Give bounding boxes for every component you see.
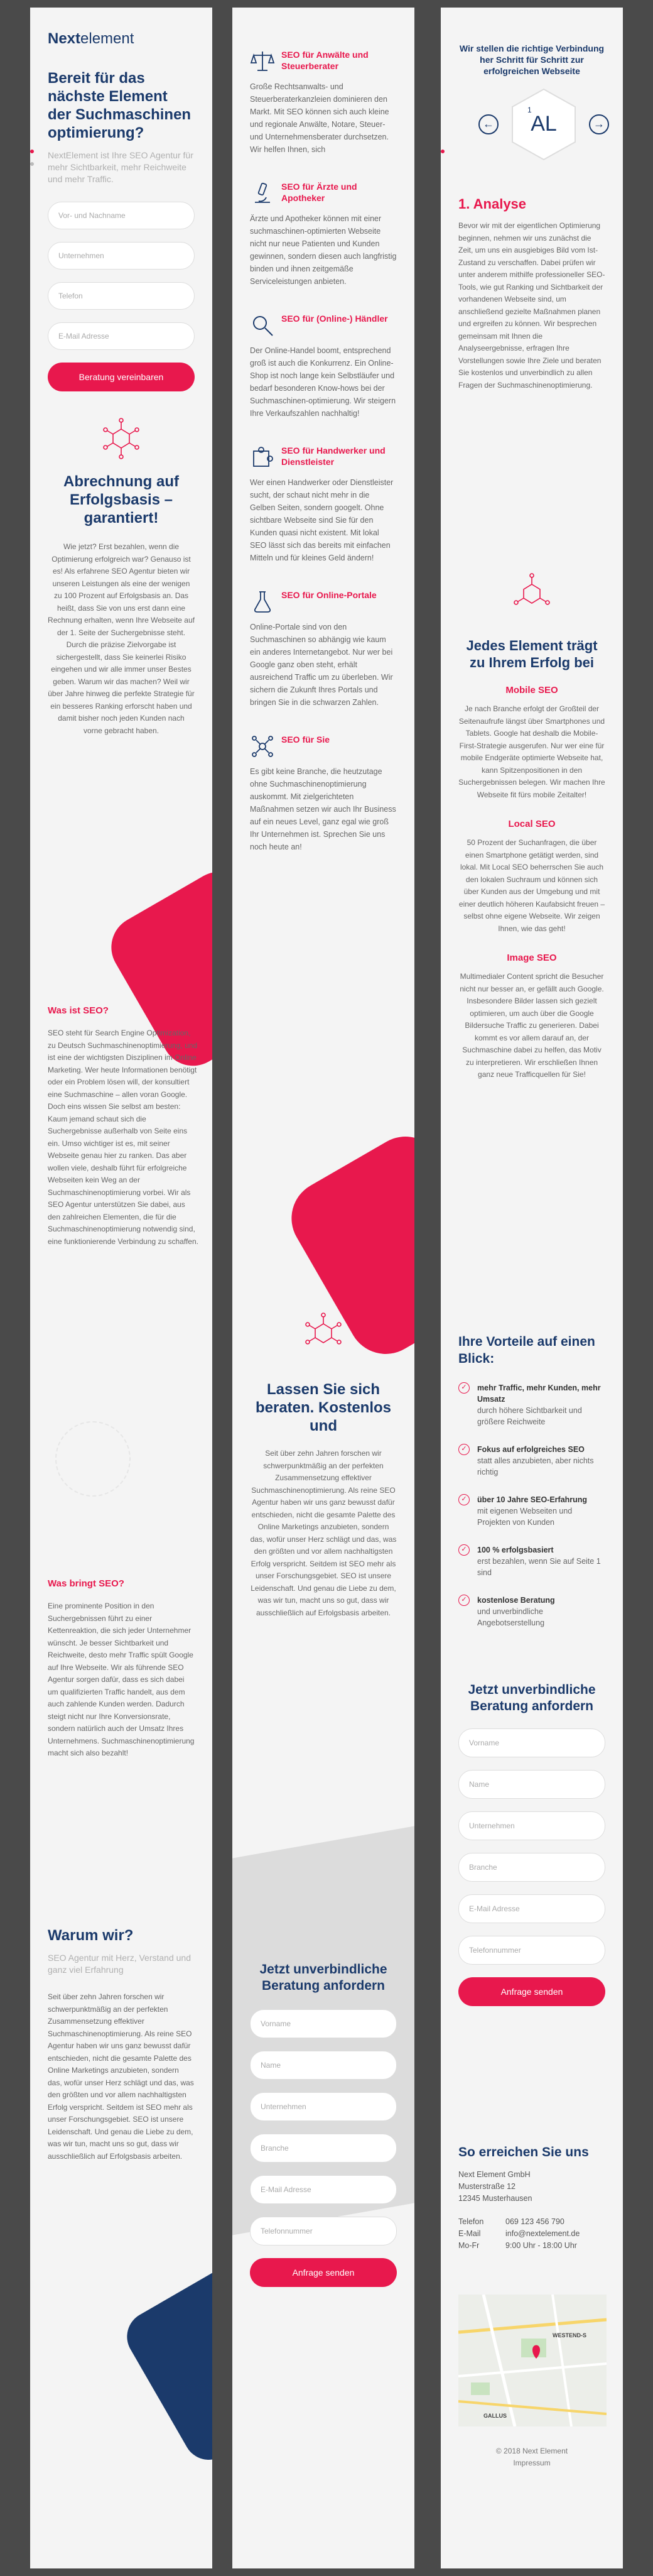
scale-icon — [250, 49, 275, 74]
map-district-label: WESTEND-S — [553, 2332, 586, 2339]
company-input[interactable] — [250, 2092, 397, 2121]
service-title[interactable]: SEO für Ärzte und Apotheker — [281, 182, 357, 203]
benefits-title: Ihre Vorteile auf einen Blick: — [458, 1334, 595, 1366]
phone-input[interactable] — [48, 282, 195, 310]
service-text: Online-Portale sind von den Suchmaschinen so abhängig wie kaum ein anderes Internetangebot. Nur wer bei Google ganz oben steht, erhält ausreichend Traffic um zu überleben. Wir sichern die Zukunft Ihres Portals und bringen Sie in die schwarzen Zahlen. — [250, 623, 393, 707]
contact-email[interactable]: info@nextelement.de — [505, 2229, 580, 2238]
lastname-input[interactable] — [458, 1770, 605, 1799]
firstname-input[interactable] — [458, 1728, 605, 1757]
network-watermark — [55, 1421, 131, 1497]
advice-title: Lassen Sie sich beraten. Kostenlos und — [255, 1381, 392, 1434]
microscope-icon — [250, 181, 275, 206]
contact-company: Next Element GmbH — [458, 2170, 531, 2179]
navy-decor-shape — [118, 2258, 212, 2469]
element-number: 1 — [527, 106, 532, 114]
step-slider — [441, 87, 623, 175]
success-item-title: Image SEO — [507, 952, 557, 963]
benefit-item: ✓ kostenlose Beratung und unverbindliche Angebotserstellung — [458, 1595, 605, 1629]
service-item — [250, 313, 397, 420]
check-icon: ✓ — [458, 1382, 470, 1394]
contact-street: Musterstraße 12 — [458, 2182, 516, 2191]
why-us-subtitle: SEO Agentur mit Herz, Verstand und ganz viel Erfahrung — [48, 1953, 192, 1975]
company-input[interactable] — [48, 242, 195, 270]
service-text: Große Rechtsanwalts- und Steuerberaterkanzleien dominieren den Markt. Mit SEO können sich auch kleine und regionale Anwälte, Notare, Steuer- und Unternehmensberater durchsetzen. Wir helfen Ihnen, sich — [250, 82, 389, 154]
molecule-icon — [441, 572, 623, 619]
arrow-left-icon[interactable]: ← — [478, 114, 499, 134]
logo[interactable]: Nextelement — [48, 30, 134, 47]
contact-title: So erreichen Sie uns — [458, 2145, 589, 2159]
network-icon — [250, 734, 275, 759]
column-2 — [232, 8, 414, 2568]
step-title: 1. Analyse — [458, 196, 527, 212]
element-symbol: AL — [531, 112, 557, 136]
success-title: Jedes Element trägt zu Ihrem Erfolg bei — [466, 638, 598, 670]
success-item-title: Mobile SEO — [505, 685, 558, 696]
request-form — [250, 2009, 397, 2287]
email-input[interactable] — [458, 1894, 605, 1923]
benefit-item: ✓ Fokus auf erfolgreiches SEO statt alles anzubieten, aber nichts richtig — [458, 1444, 605, 1478]
service-text: Es gibt keine Branche, die heutzutage ohne Suchmaschinenoptimierung auskommt. Mit zielgerichteten Maßnahmen setzen wir auch Ihr Business auf ein neues Level, ganz egal wie groß Ihr Unternehmen ist. Sprechen Sie uns noch heute an! — [250, 767, 396, 851]
contact-email-row: E-Mail info@nextelement.de — [458, 2228, 605, 2240]
arrow-right-icon[interactable]: → — [589, 114, 609, 134]
service-title[interactable]: SEO für Handwerker und Dienstleister — [281, 445, 386, 467]
success-item — [458, 952, 605, 1081]
connection-title: Wir stellen die richtige Verbindung her Schritt für Schritt zur erfolgreichen Webseite — [459, 43, 605, 76]
industry-input[interactable] — [250, 2134, 397, 2163]
what-seo-text: SEO steht für Search Engine Optimization, zu Deutsch Suchmaschinenoptimierung, und ist eine der wichtigsten Disziplinen im Online Marketing. Wer heute Informationen benötigt oder ein Problem lösen will, der konsultiert eine Suchmaschine – allen voran Google. Doch eins wissen Sie selbst am besten: Kaum jemand schaut sich die Suchergebnisse außerhalb von Seite eins ein. Umso wichtiger ist es, mit seiner Webseite genau hier zu ranken. Das aber wollen viele, deshalb führt für erfolgreiche Webseiten kein Weg an der Suchmaschinenoptimierung vorbei. Wir als SEO Agentur unterstützen Sie dabei, aus den zahlreichen Elementen, die für die Suchmaschinenoptimierung notwendig sind, eine funktionierende Verbindung zu schaffen. — [48, 1029, 198, 1246]
service-item — [250, 589, 397, 709]
column-1 — [30, 8, 212, 2568]
industry-input[interactable] — [458, 1853, 605, 1882]
seo-brings-title: Was bringt SEO? — [48, 1578, 124, 1589]
flask-icon — [250, 589, 275, 614]
column-3 — [441, 8, 623, 2568]
success-item-text: Je nach Branche erfolgt der Großteil der Seitenaufrufe längst über Smartphones und Tablets. Google hat deshalb die Mobile-First-Strategie ausgerufen. Nur wer eine für mobile Endgeräte optimierte Webseite hat, kann Spitzenpositionen in den Suchergebnissen belegen. Wir machen Ihre Webseite fit fürs mobile Zeitalter! — [458, 704, 605, 799]
billing-title: Abrechnung auf Erfolgsbasis – garantiert! — [63, 473, 179, 527]
success-item-text: Multimedialer Content spricht die Besucher nicht nur besser an, er gefällt auch Google. Insbesondere Bilder lassen sich gezielt optimieren, um auch über die Google Bildersuche Traffic zu generieren. Dabei kommt es vor allem darauf an, der Suchmaschine dabei zu helfen, das Motiv zu interpretieren. Wir erschließen Ihnen ganz neue Trafficquellen für Sie! — [460, 972, 604, 1079]
map-district-label: GALLUS — [483, 2413, 507, 2419]
what-seo-title: Was ist SEO? — [48, 1005, 109, 1016]
success-item — [458, 819, 605, 935]
form2-title: Jetzt unverbindliche Beratung anfordern — [468, 1683, 596, 1713]
success-item-text: 50 Prozent der Suchanfragen, die über einen Smartphone getätigt werden, sind lokal. Mit Local SEO beherrschen Sie auch den lokalen Suchraum und können sich über Kunden aus der Umgebung und mit einer deutlich höheren Kaufabsicht freuen – selbst ohne eigene Webseite. Wir zeigen Ihnen, wie das geht! — [458, 838, 605, 933]
check-icon: ✓ — [458, 1595, 470, 1606]
benefit-item: ✓ 100 % erfolgsbasiert erst bezahlen, wenn Sie auf Seite 1 sind — [458, 1544, 605, 1578]
firstname-input[interactable] — [250, 2009, 397, 2038]
service-item — [250, 49, 397, 156]
service-title[interactable]: SEO für (Online-) Händler — [281, 314, 388, 324]
phone-input[interactable] — [250, 2217, 397, 2246]
slider-dot[interactable] — [30, 162, 34, 166]
why-us-title: Warum wir? — [48, 1927, 134, 1944]
service-item — [250, 181, 397, 288]
contact-phone[interactable]: 069 123 456 790 — [505, 2217, 564, 2226]
step-text: Bevor wir mit der eigentlichen Optimierung beginnen, nehmen wir uns zunächst die Zeit, um uns ein ausgiebiges Bild vom Ist-Zustand zu verschaffen. Dabei prüfen wir unter anderem mithilfe professioneller SEO-Tools, wie gut Ranking und Sichtbarkeit der vorhandenen Webseite sind, um anschließend gezielte Maßnahmen planen und ergreifen zu können. Wir besprechen gemeinsam mit Ihnen die Analyseergebnisse, erfragen Ihre Vorstellungen sowie Ihre Ziele und beraten Sie kostenlos und unverbindlich zu allen Fragen der Suchmaschinenoptimierung. — [458, 221, 605, 390]
send-request-button[interactable]: Anfrage senden — [250, 2258, 397, 2287]
email-input[interactable] — [48, 322, 195, 350]
billing-text: Wie jetzt? Erst bezahlen, wenn die Optimierung erfolgreich war? Genauso ist es! Als erfahrene SEO Agentur bieten wir unseren Leistungen als eine der wenigen zu 100 Prozent auf Erfolgsbasis an. Das heißt, dass Sie von uns erst dann eine Rechnung erhalten, wenn Ihre Webseite auf der 1. Seite der Suchergebnisse steht. Durch die präzise Zielvorgabe ist sichergestellt, dass Sie keinerlei Risiko eingehen und wir alle immer unser Bestes geben. Warum wir das machen? Weil wir über Jahre hinweg die perfekte Strategie für ein besseres Ranking erforscht haben und damit bisher noch jeden Kunden nach vorne gebracht haben. — [48, 542, 195, 735]
success-item — [458, 685, 605, 801]
molecule-icon — [30, 417, 212, 464]
company-input[interactable] — [458, 1811, 605, 1840]
contact-phone-row: Telefon 069 123 456 790 — [458, 2216, 605, 2228]
location-map[interactable] — [458, 2295, 607, 2426]
contact-hours-row: Mo-Fr 9:00 Uhr - 18:00 Uhr — [458, 2241, 577, 2250]
check-icon: ✓ — [458, 1444, 470, 1455]
service-text: Ärzte und Apotheker können mit einer suchmaschinen-optimierten Webseite nicht nur neue Patienten und Kunden gewinnen, sondern diesen auch langfristig binden und ihnen zeitgemäße Serviceleistungen anbieten. — [250, 214, 397, 286]
service-item — [250, 445, 397, 564]
email-input[interactable] — [250, 2175, 397, 2204]
service-item — [250, 734, 397, 853]
form2-title: Jetzt unverbindliche Beratung anfordern — [259, 1962, 387, 1993]
advice-text: Seit über zehn Jahren forschen wir schwerpunktmäßig an der perfekten Zusammensetzung effektiver Suchmaschinenoptimierung. Als reine SEO Agentur haben wir uns ganz bewusst dafür entschieden, nicht die gesamte Palette des Online Marketings anzubieten, sondern das, wofür unser Herz schlägt und das, was den größten und vor allem nachhaltigsten Erfolg verspricht. Seitdem ist SEO mehr als unser Forschungsgebiet. SEO ist unsere Leidenschaft. Und genau die Liebe zu dem, was wir tun, macht uns so gut, dass wir ausschließlich auf Erfolgsbasis arbeiten. — [250, 1449, 397, 1617]
name-input[interactable] — [48, 202, 195, 229]
check-icon: ✓ — [458, 1494, 470, 1505]
service-text: Der Online-Handel boomt, entsprechend groß ist auch die Konkurrenz. Ein Online-Shop ist noch lange kein Selbstläufer und bedarf besonderen Know-hows bei der Suchmaschinen-optimierung. Wir steigern Ihre Verkaufszahlen nachhaltig! — [250, 346, 396, 418]
contact-city: 12345 Musterhausen — [458, 2194, 532, 2203]
hero-title: Bereit für das nächste Element der Suchmaschinen optimierung? — [48, 70, 192, 141]
seo-brings-text: Eine prominente Position in den Suchergebnissen führt zu einer Kettenreaktion, die sich jeder Unternehmer wünscht. Je besser Sichtbarkeit und Reichweite, desto mehr Traffic spült Google auf Ihre Webseite. Wir als führende SEO Agentur sorgen dafür, dass es sich dabei um qualifizierten Traffic handelt, aus dem auch zahlende Kunden werden. Dadurch steigt nicht nur Ihre Konversionsrate, sondern natürlich auch der Umsatz Ihres Unternehmens. Suchmaschinenoptimierung macht sich also bezahlt! — [48, 1602, 195, 1757]
check-icon: ✓ — [458, 1544, 470, 1556]
hero-subtitle: NextElement ist Ihre SEO Agentur für mehr Sichtbarkeit, mehr Reichweite und mehr Traffic. — [48, 150, 193, 184]
service-text: Wer einen Handwerker oder Dienstleister sucht, der schaut nicht mehr in die Gelben Seiten, sondern googelt. Ohne sichtbare Webseite sind Sie für den Kunden quasi nicht existent. Mit lokal SEO lässt sich das bereits mit einfachen Mitteln und für kleines Geld ändern! — [250, 478, 394, 562]
service-title[interactable]: SEO für Online-Portale — [281, 590, 377, 600]
hero-form — [48, 202, 195, 391]
send-request-button[interactable]: Anfrage senden — [458, 1977, 605, 2006]
success-item-title: Local SEO — [508, 819, 556, 829]
footer-copyright: © 2018 Next Element — [495, 2447, 568, 2455]
request-form-2 — [458, 1728, 605, 2006]
service-list — [250, 49, 397, 853]
service-title[interactable]: SEO für Sie — [281, 734, 330, 745]
book-consultation-button[interactable]: Beratung vereinbaren — [48, 363, 195, 391]
footer-impressum-link[interactable]: Impressum — [513, 2459, 551, 2467]
puzzle-icon — [250, 445, 275, 470]
lastname-input[interactable] — [250, 2051, 397, 2080]
benefit-item: ✓ über 10 Jahre SEO-Erfahrung mit eigenen Webseiten und Projekten von Kunden — [458, 1494, 605, 1528]
molecule-icon — [232, 1311, 414, 1358]
service-title[interactable]: SEO für Anwälte und Steuerberater — [281, 50, 369, 71]
phone-input[interactable] — [458, 1936, 605, 1965]
magnifier-icon — [250, 313, 275, 338]
element-hexagon — [509, 87, 579, 162]
slider-dot[interactable] — [30, 150, 34, 153]
why-us-text: Seit über zehn Jahren forschen wir schwerpunktmäßig an der perfekten Zusammensetzung effektiver Suchmaschinenoptimierung. Als reine SEO Agentur haben wir uns ganz bewusst dafür entschieden, nicht die gesamte Palette des Online Marketings anzubieten, sondern das, wofür unser Herz schlägt und das, was den größten und vor allem nachhaltigsten Erfolg verspricht. Seitdem ist SEO mehr als unser Forschungsgebiet. SEO ist unsere Leidenschaft. Und genau die Liebe zu dem, was wir tun, macht uns so gut, dass wir ausschließlich auf Erfolgsbasis arbeiten. — [48, 1992, 194, 2161]
benefit-item: ✓ mehr Traffic, mehr Kunden, mehr Umsatz durch höhere Sichtbarkeit und größere Reichweite — [458, 1382, 605, 1427]
